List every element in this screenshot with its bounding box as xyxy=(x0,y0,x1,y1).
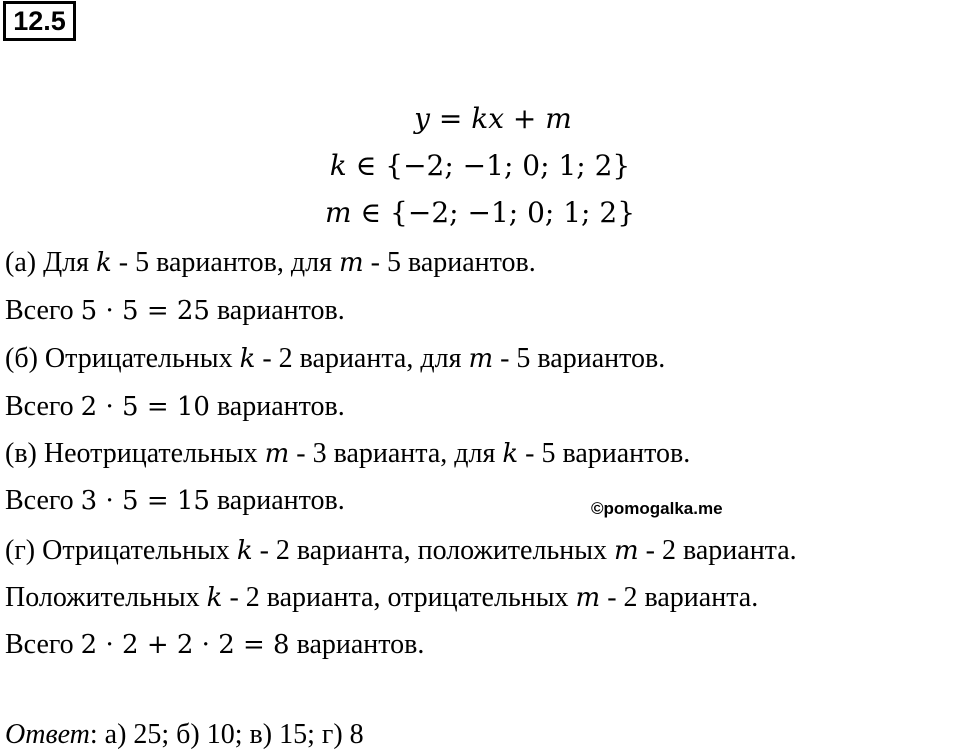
var-m: m xyxy=(614,536,639,566)
formula-operator: = xyxy=(429,102,472,135)
watermark: ©pomogalka.me xyxy=(591,499,723,518)
var-m: m xyxy=(575,583,601,613)
var-m: m xyxy=(264,439,290,469)
set-values: ∈ {−2; −1; 0; 1; 2} xyxy=(346,149,631,182)
text: вариантов. xyxy=(209,391,345,422)
var-y: y xyxy=(414,102,430,135)
text: - 3 варианта, для xyxy=(289,438,503,469)
set-values: ∈ {−2; −1; 0; 1; 2} xyxy=(351,196,636,229)
text: (б) Отрицательных xyxy=(5,343,240,374)
solution-total-c xyxy=(5,483,345,519)
math-expression: 3 · 5 = 15 xyxy=(80,486,210,516)
var-k: k xyxy=(239,344,256,374)
text: - 2 варианта. xyxy=(638,535,797,566)
text: - 2 варианта, для xyxy=(255,343,469,374)
solution-line-a xyxy=(5,245,536,281)
solution-total-a xyxy=(5,293,345,329)
var-m: m xyxy=(468,344,494,374)
solution-line-b xyxy=(5,341,665,377)
math-expression: 5 · 5 = 25 xyxy=(80,296,210,326)
math-expression: 2 · 2 + 2 · 2 = 8 xyxy=(80,630,290,660)
text: вариантов. xyxy=(289,629,425,660)
text: - 5 вариантов. xyxy=(493,343,666,374)
problem-number-badge: 12.5 xyxy=(3,1,76,41)
text: - 2 варианта, отрицательных xyxy=(222,582,576,613)
solution-line-c xyxy=(5,436,690,472)
text: - 5 вариантов, для xyxy=(111,247,339,278)
var-k: k xyxy=(206,583,223,613)
formula-operator: + xyxy=(504,102,546,135)
answer-text: : а) 25; б) 10; в) 15; г) 8 xyxy=(89,719,364,750)
text: - 2 варианта, положительных xyxy=(252,535,615,566)
solution-line-d-continued xyxy=(5,580,758,616)
math-expression: 2 · 5 = 10 xyxy=(80,392,210,422)
solution-total-b xyxy=(5,389,345,425)
text: Всего xyxy=(5,485,81,516)
var-k: k xyxy=(329,149,347,182)
text: (а) Для xyxy=(5,247,97,278)
var-k: k xyxy=(236,536,253,566)
formula-linear-function xyxy=(0,99,960,139)
var-m: m xyxy=(545,102,572,135)
text: Всего xyxy=(5,391,81,422)
var-k: k xyxy=(96,248,112,278)
solution-total-d xyxy=(5,627,424,663)
text: - 2 варианта. xyxy=(600,582,759,613)
text: - 5 вариантов. xyxy=(518,438,691,469)
solution-line-d xyxy=(5,533,797,569)
answer-label: Ответ xyxy=(5,719,90,750)
var-kx: kx xyxy=(471,102,505,135)
text: - 5 вариантов. xyxy=(363,247,536,278)
formula-k-set xyxy=(0,146,960,186)
text: Всего xyxy=(5,295,81,326)
text: Положительных xyxy=(5,582,207,613)
var-m: m xyxy=(338,248,364,278)
var-k: k xyxy=(502,439,519,469)
text: (г) Отрицательных xyxy=(5,535,237,566)
var-m: m xyxy=(324,196,352,229)
text: Всего xyxy=(5,629,81,660)
text: (в) Неотрицательных xyxy=(5,438,265,469)
formula-m-set xyxy=(0,193,960,233)
text: вариантов. xyxy=(209,295,345,326)
answer-line xyxy=(5,717,364,753)
text: вариантов. xyxy=(209,485,345,516)
